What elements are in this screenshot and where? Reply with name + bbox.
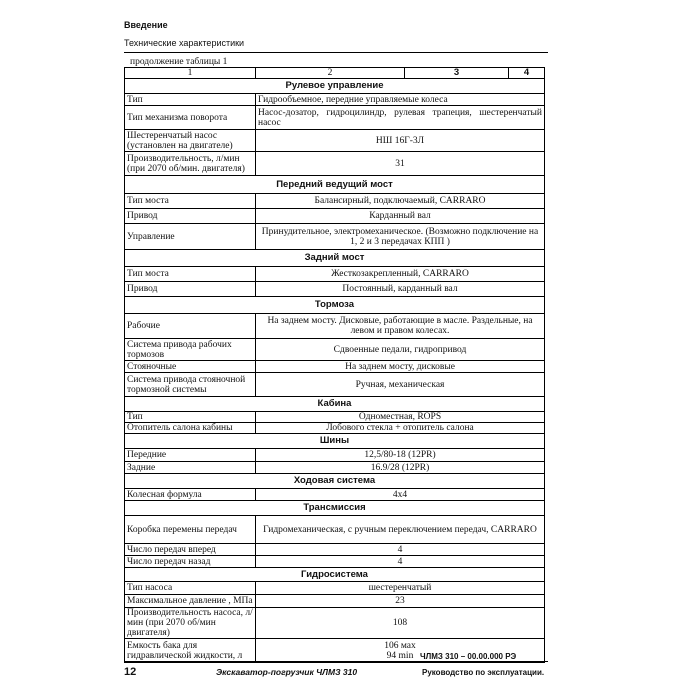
- row-value: Сдвоенные педали, гидропривод: [256, 339, 545, 361]
- tank-capacity-max: 106 мах: [384, 640, 416, 651]
- column-number: 1: [125, 68, 256, 79]
- row-label: Система привода стояночной тормозной системы: [125, 373, 256, 397]
- section-header-running-gear: Ходовая система: [125, 474, 545, 489]
- table-row: [125, 595, 545, 608]
- row-label: Тип моста: [125, 194, 256, 209]
- row-label: Емкость бака для гидравлической жидкости, л: [125, 639, 256, 663]
- row-value: На заднем мосту. Дисковые, работающие в масле. Раздельные, на левом и правом колесах.: [256, 314, 545, 339]
- table-row: [125, 462, 545, 474]
- table-row: [125, 423, 545, 434]
- table-row: [125, 489, 545, 501]
- table-row: [125, 516, 545, 544]
- column-number: 3: [405, 68, 509, 79]
- row-label: Тип: [125, 412, 256, 423]
- row-value: 12,5/80-18 (12PR): [256, 449, 545, 462]
- row-value: НШ 16Г-3Л: [256, 130, 545, 152]
- row-value: 4: [256, 544, 545, 556]
- column-number: 2: [256, 68, 405, 79]
- section-header-cabin: Кабина: [125, 397, 545, 412]
- table-row: [125, 282, 545, 297]
- document-code: ЧЛМЗ 310 – 00.00.000 РЭ: [420, 652, 517, 661]
- row-value: шестеренчатый: [256, 582, 545, 595]
- table-row: [125, 94, 545, 106]
- section-header-brakes: Тормоза: [125, 297, 545, 314]
- row-label: Отопитель салона кабины: [125, 423, 256, 434]
- table-row: [125, 544, 545, 556]
- footer-rule: [124, 661, 548, 662]
- table-row: [125, 556, 545, 568]
- row-value: 16.9/28 (12PR): [256, 462, 545, 474]
- table-row: [125, 224, 545, 250]
- row-label: Тип: [125, 94, 256, 106]
- footer-manual-title: Руководство по эксплуатации.: [422, 668, 545, 677]
- row-value: Ручная, механическая: [256, 373, 545, 397]
- row-label: Производительность, л/мин (при 2070 об/мин. двигателя): [125, 152, 256, 176]
- section-title: Введение: [124, 20, 168, 30]
- header-rule: [124, 52, 548, 53]
- tank-capacity-min: 94 min: [386, 650, 414, 661]
- row-label: Производительность насоса, л/мин (при 2070 об/мин двигателя): [125, 608, 256, 639]
- page-number: 12: [124, 666, 137, 678]
- row-label: Система привода рабочих тормозов: [125, 339, 256, 361]
- row-label: Число передач назад: [125, 556, 256, 568]
- row-value: Карданный вал: [256, 209, 545, 224]
- row-label: Задние: [125, 462, 256, 474]
- table-row: [125, 373, 545, 397]
- row-label: Тип моста: [125, 267, 256, 282]
- table-continuation-label: продолжение таблицы 1: [130, 57, 228, 67]
- row-label: Управление: [125, 224, 256, 250]
- row-value: Гидромеханическая, с ручным переключением передач, CARRARO: [256, 516, 545, 544]
- column-number: 4: [509, 68, 545, 79]
- table-row: [125, 582, 545, 595]
- table-row: [125, 361, 545, 373]
- table-row: [125, 412, 545, 423]
- row-label: Рабочие: [125, 314, 256, 339]
- section-header-rear-axle: Задний мост: [125, 250, 545, 267]
- subsection-title: Технические характеристики: [124, 38, 245, 48]
- row-label: Передние: [125, 449, 256, 462]
- row-label: Тип механизма поворота: [125, 106, 256, 130]
- row-value: Насос-дозатор, гидроцилиндр, рулевая трапеция, шестеренчатый насос: [256, 106, 545, 130]
- row-label: Привод: [125, 282, 256, 297]
- row-value: Лобового стекла + отопитель салона: [256, 423, 545, 434]
- row-value: 31: [256, 152, 545, 176]
- row-label: Максимальное давление , МПа: [125, 595, 256, 608]
- table-row: [125, 152, 545, 176]
- row-value: Балансирный, подключаемый, CARRARO: [256, 194, 545, 209]
- row-value: 108: [256, 608, 545, 639]
- row-value: 4х4: [256, 489, 545, 501]
- footer-product-name: Экскаватор-погрузчик ЧЛМЗ 310: [216, 667, 358, 677]
- row-label: Привод: [125, 209, 256, 224]
- table-row: [125, 209, 545, 224]
- table-row: [125, 449, 545, 462]
- table-row: [125, 339, 545, 361]
- row-value: 23: [256, 595, 545, 608]
- row-label: Колесная формула: [125, 489, 256, 501]
- table-row: [125, 608, 545, 639]
- row-label: Тип насоса: [125, 582, 256, 595]
- section-header-tires: Шины: [125, 434, 545, 449]
- row-value: Жесткозакрепленный, CARRARO: [256, 267, 545, 282]
- row-value: На заднем мосту, дисковые: [256, 361, 545, 373]
- specifications-table: [124, 67, 545, 663]
- row-value: Принудительное, электромеханическое. (Возможно подключение на 1, 2 и 3 передачах КПП ): [256, 224, 545, 250]
- row-value: Одноместная, ROPS: [256, 412, 545, 423]
- table-row: [125, 106, 545, 130]
- section-header-steering: Рулевое управление: [125, 79, 545, 94]
- row-value: Гидрообъемное, передние управляемые колеса: [256, 94, 545, 106]
- row-value: 4: [256, 556, 545, 568]
- row-value: Постоянный, карданный вал: [256, 282, 545, 297]
- table-row: [125, 267, 545, 282]
- row-label: Стояночные: [125, 361, 256, 373]
- table-row: [125, 314, 545, 339]
- row-label: Шестеренчатый насос (установлен на двигателе): [125, 130, 256, 152]
- row-label: Коробка перемены передач: [125, 516, 256, 544]
- section-header-transmission: Трансмиссия: [125, 501, 545, 516]
- table-row: [125, 194, 545, 209]
- section-header-front-axle: Передний ведущий мост: [125, 176, 545, 194]
- section-header-hydraulics: Гидросистема: [125, 568, 545, 582]
- table-row: [125, 130, 545, 152]
- row-label: Число передач вперед: [125, 544, 256, 556]
- column-number-row: [125, 68, 545, 79]
